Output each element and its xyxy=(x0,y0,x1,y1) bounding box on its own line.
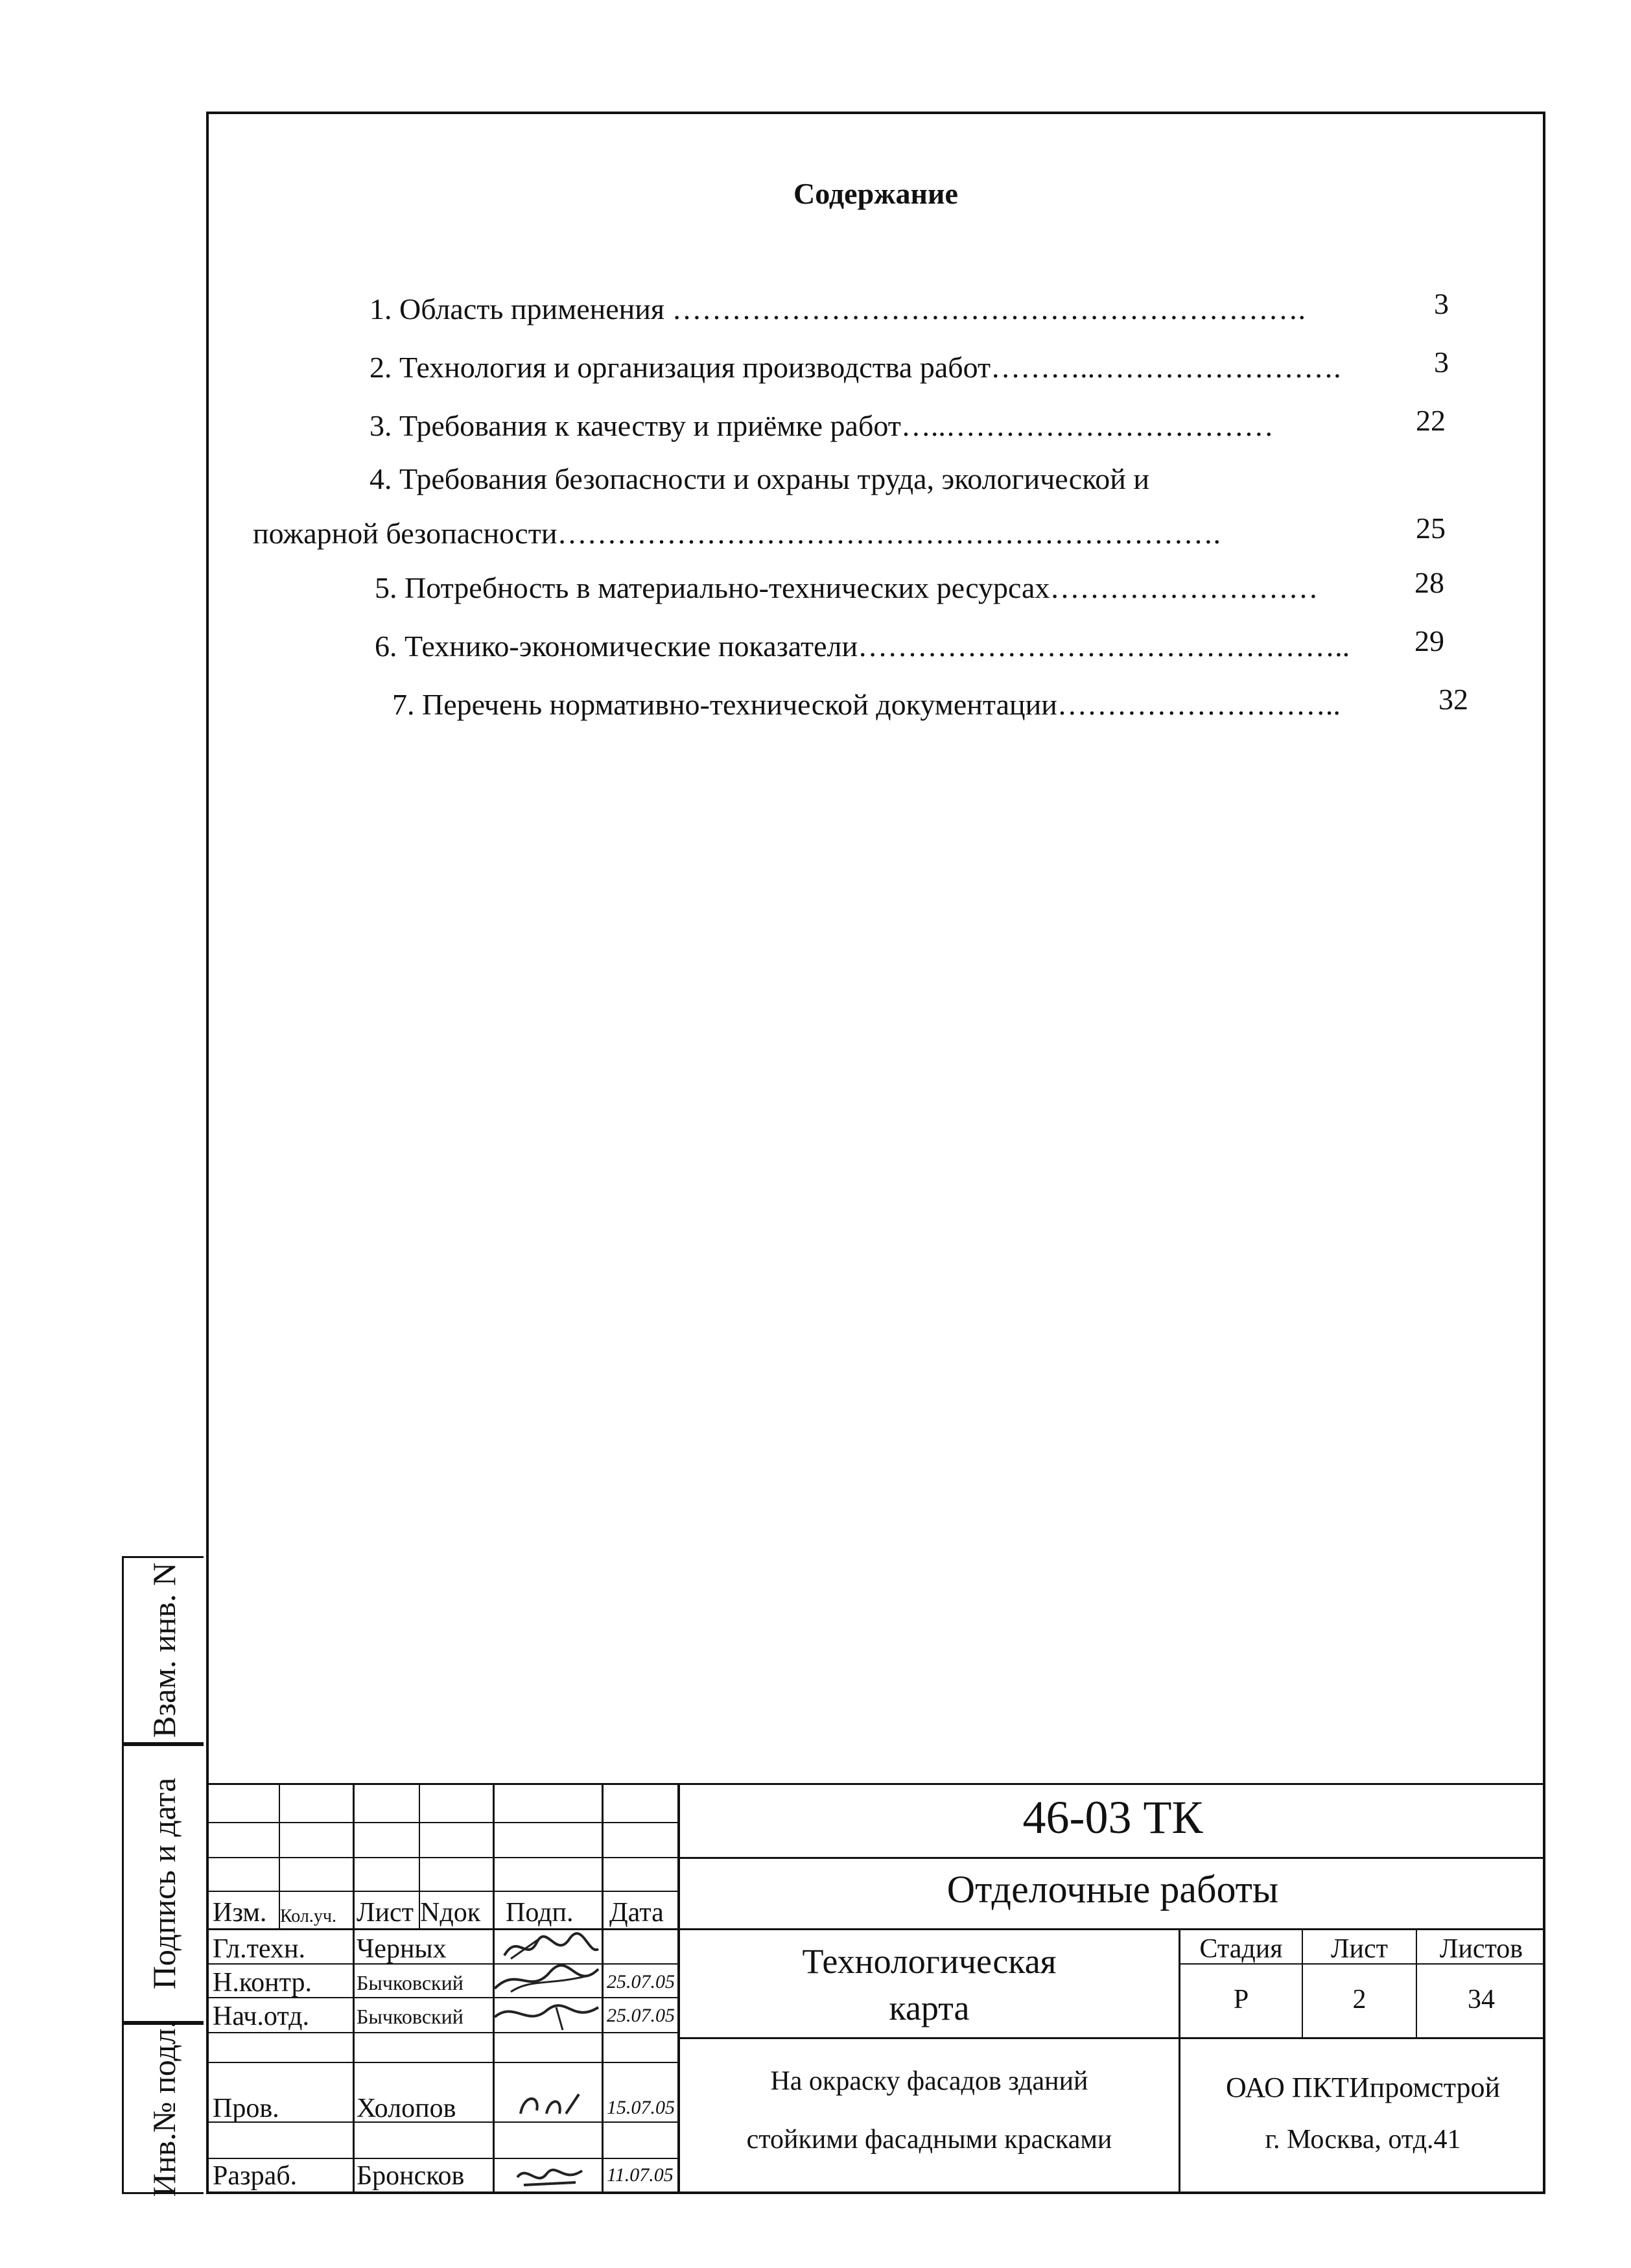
doc-title-line-1: Технологическая xyxy=(802,1942,1057,1981)
toc-item: пожарной безопасности…………………………………………………………. 25 xyxy=(253,512,1446,550)
role-prov: Пров. xyxy=(213,2094,279,2123)
col-list: Лист xyxy=(357,1898,414,1928)
toc-page: 29 xyxy=(1414,624,1444,657)
role-razrab: Разраб. xyxy=(213,2161,298,2191)
page-title: Содержание xyxy=(793,177,958,210)
role-n-kontr: Н.контр. xyxy=(213,1968,312,1998)
sign-date-cell: Подпись и дата xyxy=(122,1744,204,2023)
toc-item: 3. Требования к качеству и приёмке работ…..…………………………… 22 xyxy=(370,404,1446,442)
title-block xyxy=(206,1783,1545,2194)
toc-page: 25 xyxy=(1416,512,1446,545)
date-n-kontr: 25.07.05 xyxy=(607,1971,675,1992)
date-nach-otd: 25.07.05 xyxy=(607,2005,675,2026)
stage-value: Р xyxy=(1233,1985,1249,2014)
toc-page: 3 xyxy=(1434,346,1449,379)
col-ndok: Nдок xyxy=(420,1898,481,1928)
signature-prov xyxy=(511,2088,589,2123)
signature-n-kontr xyxy=(491,1959,602,1998)
toc-item: 6. Технико-экономические показатели………………………………………….. 29 xyxy=(375,624,1444,663)
toc-page: 22 xyxy=(1416,404,1446,437)
name-chernykh: Черных xyxy=(357,1934,447,1964)
role-nach-otd: Нач.отд. xyxy=(213,2002,310,2031)
sheets-value: 34 xyxy=(1468,1985,1495,2014)
inv-no-cell: Инв.№ подл. xyxy=(122,2023,204,2194)
toc-item: 1. Область применения ………………………………………………………. 3 xyxy=(370,287,1449,325)
sheet-header: Лист xyxy=(1331,1934,1388,1964)
name-bronskov: Бронсков xyxy=(357,2161,465,2191)
doc-code: 46-03 ТК xyxy=(1022,1791,1203,1843)
stage-header: Стадия xyxy=(1199,1934,1283,1964)
date-razrab: 11.07.05 xyxy=(607,2164,674,2186)
subject-line-2: стойкими фасадными красками xyxy=(746,2125,1112,2155)
organization-location: г. Москва, отд.41 xyxy=(1265,2125,1461,2155)
sheet-value: 2 xyxy=(1352,1985,1367,2014)
sheets-header: Листов xyxy=(1439,1934,1523,1964)
vzam-inv-cell: Взам. инв. N xyxy=(122,1556,204,1744)
role-gl-tekhn: Гл.техн. xyxy=(213,1934,306,1964)
work-type: Отделочные работы xyxy=(946,1868,1279,1911)
toc-item: 4. Требования безопасности и охраны труда, экологической и xyxy=(370,462,1149,495)
signature-razrab xyxy=(511,2158,589,2190)
col-izm: Изм. xyxy=(213,1898,267,1928)
toc-item: 7. Перечень нормативно-технической документации……………………….. 32 xyxy=(392,683,1468,721)
name-kholopov: Холопов xyxy=(357,2094,456,2123)
signature-nach-otd xyxy=(491,1994,602,2033)
toc-page: 3 xyxy=(1434,287,1449,320)
name-bychkovsky-1: Бычковский xyxy=(357,1971,463,1994)
toc-page: 32 xyxy=(1438,683,1468,716)
col-kol-uch: Кол.уч. xyxy=(280,1906,336,1926)
subject-line-1: На окраску фасадов зданий xyxy=(770,2066,1088,2096)
doc-title-line-2: карта xyxy=(889,1989,970,2027)
toc-item: 5. Потребность в материально-технических ресурсах……………………… 28 xyxy=(375,566,1444,604)
toc-page: 28 xyxy=(1414,566,1444,599)
col-podp: Подп. xyxy=(506,1898,574,1928)
col-data: Дата xyxy=(609,1898,664,1928)
organization-name: ОАО ПКТИпромстрой xyxy=(1225,2072,1501,2103)
date-prov: 15.07.05 xyxy=(607,2097,675,2118)
toc-item: 2. Технология и организация производства работ………..……………………. 3 xyxy=(370,346,1449,384)
name-bychkovsky-2: Бычковский xyxy=(357,2005,463,2028)
